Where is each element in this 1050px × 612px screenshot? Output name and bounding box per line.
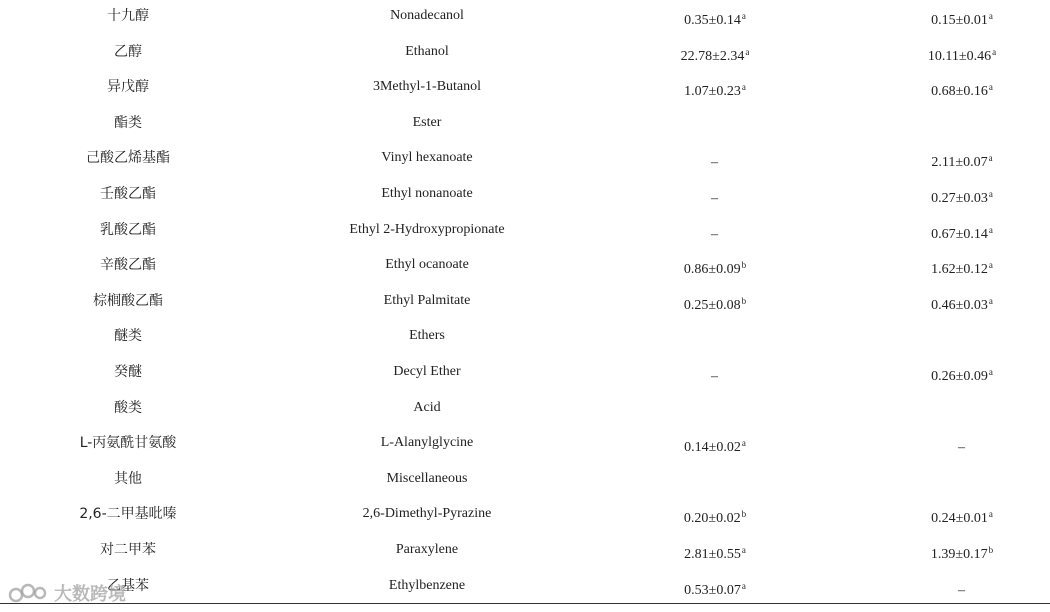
value-cell-1 <box>615 250 815 280</box>
value-cell-1-significance: a <box>741 11 746 21</box>
chinese-name-cell <box>28 464 228 494</box>
table-row <box>0 1 1050 31</box>
value-cell-1-significance: a <box>741 580 746 591</box>
table-row <box>0 571 1050 601</box>
chinese-name-cell-text: 对二甲苯 <box>100 542 156 558</box>
value-cell-1-text: – <box>711 191 718 206</box>
english-name-cell-text: Miscellaneous <box>386 470 468 486</box>
value-cell-1-text: 0.25±0.08 <box>683 297 741 313</box>
chinese-name-cell-text: L-丙氨酰甘氨酸 <box>79 435 177 452</box>
value-cell-2 <box>862 321 1050 351</box>
english-name-cell <box>277 108 577 138</box>
english-name-cell-text: Vinyl hexanoate <box>381 150 473 166</box>
value-cell-2-significance: a <box>988 11 993 21</box>
table-row <box>0 464 1050 494</box>
chinese-name-cell-text: 己酸乙烯基酯 <box>86 150 170 167</box>
value-cell-1-text: 0.86±0.09 <box>683 262 741 278</box>
chinese-name-cell <box>28 321 228 351</box>
english-name-cell-text: Paraxylene <box>395 542 459 557</box>
table-row <box>0 37 1050 67</box>
chinese-name-cell-text: 酸类 <box>114 399 142 416</box>
chinese-name-cell-text: 异戊醇 <box>107 79 149 96</box>
table-row <box>0 535 1050 565</box>
english-name-cell <box>277 179 577 209</box>
english-name-cell <box>277 286 577 316</box>
value-cell-2 <box>862 179 1050 209</box>
value-cell-1-text: 22.78±2.34 <box>680 48 745 64</box>
chinese-name-cell <box>28 108 228 138</box>
value-cell-2-text: 0.24±0.01 <box>931 511 988 527</box>
table-row <box>0 108 1050 138</box>
value-cell-1-text: 0.53±0.07 <box>684 582 741 598</box>
table-row <box>0 357 1050 387</box>
english-name-cell-text: Ethers <box>409 328 445 344</box>
chinese-name-cell-text: 酯类 <box>114 114 142 131</box>
value-cell-1-text: 2.81±0.55 <box>684 547 741 562</box>
english-name-cell <box>277 250 577 280</box>
table-row <box>0 428 1050 458</box>
value-cell-1 <box>615 1 815 31</box>
english-name-cell-text: Ethanol <box>405 43 449 59</box>
chinese-name-cell-text: 癸醚 <box>114 364 142 380</box>
value-cell-2 <box>862 428 1050 458</box>
value-cell-2 <box>862 464 1050 494</box>
value-cell-2-text: 0.67±0.14 <box>931 226 988 242</box>
chinese-name-cell-text: 棕榈酸乙酯 <box>93 292 163 309</box>
chinese-name-cell <box>28 37 228 67</box>
english-name-cell-text: Nonadecanol <box>390 8 464 23</box>
chinese-name-cell <box>28 286 228 316</box>
chinese-name-cell-text: 醚类 <box>114 328 142 345</box>
value-cell-2 <box>862 143 1050 173</box>
chinese-name-cell <box>28 393 228 423</box>
value-cell-1 <box>615 72 815 102</box>
value-cell-1 <box>615 215 815 245</box>
value-cell-1 <box>615 108 815 138</box>
watermark-text: 大数跨境 <box>54 584 126 605</box>
chinese-name-cell <box>28 179 228 209</box>
value-cell-2 <box>862 215 1050 245</box>
value-cell-1-text: 0.35±0.14 <box>684 13 741 28</box>
value-cell-1 <box>615 535 815 565</box>
value-cell-1 <box>615 143 815 173</box>
chinese-name-cell <box>28 535 228 565</box>
english-name-cell-text: Ethyl 2-Hydroxypropionate <box>349 221 505 237</box>
chinese-name-cell <box>28 499 228 529</box>
value-cell-2-text: 0.15±0.01 <box>931 13 988 28</box>
chinese-name-cell <box>28 571 228 601</box>
value-cell-1 <box>615 286 815 316</box>
value-cell-2-significance: a <box>988 189 993 199</box>
value-cell-1 <box>615 179 815 209</box>
english-name-cell-text: 2,6-Dimethyl-Pyrazine <box>362 506 492 522</box>
table-bottom-rule <box>0 603 1050 604</box>
value-cell-1-text: – <box>711 155 718 171</box>
value-cell-2 <box>862 286 1050 316</box>
chinese-name-cell-text: 十九醇 <box>107 8 149 24</box>
english-name-cell <box>277 357 577 387</box>
table-row <box>0 250 1050 280</box>
chinese-name-cell <box>28 215 228 245</box>
english-name-cell-text: Decyl Ether <box>393 364 461 379</box>
chinese-name-cell-text: 2,6-二甲基吡嗪 <box>79 506 177 523</box>
value-cell-2 <box>862 499 1050 529</box>
value-cell-2 <box>862 72 1050 102</box>
chinese-name-cell-text: 乳酸乙酯 <box>100 221 156 238</box>
value-cell-1-text: – <box>711 369 718 384</box>
value-cell-2-text: – <box>958 582 965 598</box>
value-cell-2-text: 0.46±0.03 <box>931 297 988 313</box>
value-cell-2 <box>862 357 1050 387</box>
value-cell-2 <box>862 1 1050 31</box>
value-cell-2-text: 1.62±0.12 <box>931 262 988 278</box>
chinese-name-cell <box>28 143 228 173</box>
chinese-name-cell <box>28 72 228 102</box>
value-cell-2-significance: b <box>988 545 994 555</box>
value-cell-2-significance: a <box>988 509 993 520</box>
value-cell-2-significance: a <box>988 153 993 164</box>
value-cell-1 <box>615 428 815 458</box>
chinese-name-cell <box>28 250 228 280</box>
english-name-cell-text: Ethyl Palmitate <box>383 292 471 308</box>
value-cell-2-text: 0.27±0.03 <box>931 191 988 206</box>
english-name-cell <box>277 321 577 351</box>
english-name-cell <box>277 499 577 529</box>
value-cell-1-text: – <box>711 226 718 242</box>
value-cell-2-text: 2.11±0.07 <box>931 155 988 171</box>
value-cell-1-significance: b <box>741 509 747 520</box>
value-cell-1 <box>615 571 815 601</box>
value-cell-1-significance: b <box>741 295 747 306</box>
value-cell-1-significance: a <box>745 46 750 57</box>
chinese-name-cell-text: 壬酸乙酯 <box>100 186 156 202</box>
chinese-name-cell-text: 其他 <box>114 470 142 487</box>
english-name-cell-text: L-Alanylglycine <box>380 435 474 451</box>
table-row <box>0 179 1050 209</box>
value-cell-1 <box>615 357 815 387</box>
english-name-cell <box>277 37 577 67</box>
value-cell-1-text: 0.14±0.02 <box>684 440 741 456</box>
value-cell-1-significance: a <box>741 82 746 93</box>
chinese-name-cell-text: 辛酸乙酯 <box>100 257 156 274</box>
english-name-cell <box>277 215 577 245</box>
chinese-name-cell-text: 乙基苯 <box>107 577 149 594</box>
value-cell-1 <box>615 499 815 529</box>
chinese-name-cell-text: 乙醇 <box>114 43 142 60</box>
value-cell-1 <box>615 37 815 67</box>
value-cell-2-significance: a <box>988 295 993 306</box>
value-cell-1 <box>615 321 815 351</box>
table-row <box>0 321 1050 351</box>
value-cell-2-text: 10.11±0.46 <box>927 48 992 64</box>
value-cell-2-significance: a <box>988 367 993 377</box>
english-name-cell-text: Ester <box>412 114 442 130</box>
value-cell-1-significance: a <box>741 545 746 555</box>
english-name-cell-text: Ethyl nonanoate <box>381 186 473 201</box>
value-cell-2-text: 1.39±0.17 <box>930 547 988 562</box>
english-name-cell-text: Acid <box>413 399 441 415</box>
value-cell-2-significance: a <box>988 260 993 271</box>
english-name-cell <box>277 428 577 458</box>
value-cell-2 <box>862 393 1050 423</box>
value-cell-2-text: 0.68±0.16 <box>931 84 988 100</box>
table-row <box>0 143 1050 173</box>
value-cell-2-significance: a <box>992 46 997 57</box>
value-cell-1-text: 0.20±0.02 <box>683 511 741 527</box>
value-cell-2 <box>862 108 1050 138</box>
english-name-cell <box>277 72 577 102</box>
chinese-name-cell <box>28 1 228 31</box>
english-name-cell <box>277 1 577 31</box>
english-name-cell <box>277 464 577 494</box>
chinese-name-cell <box>28 428 228 458</box>
table-row <box>0 286 1050 316</box>
table-row <box>0 499 1050 529</box>
chinese-name-cell <box>28 357 228 387</box>
value-cell-2-text: – <box>958 440 965 456</box>
value-cell-1 <box>615 464 815 494</box>
value-cell-1-significance: a <box>741 438 746 449</box>
table-row <box>0 215 1050 245</box>
english-name-cell-text: Ethyl ocanoate <box>385 257 469 273</box>
value-cell-1-significance: b <box>741 260 747 271</box>
english-name-cell-text: Ethylbenzene <box>388 577 466 593</box>
value-cell-1-text: 1.07±0.23 <box>684 84 741 100</box>
value-cell-2 <box>862 535 1050 565</box>
table-row <box>0 72 1050 102</box>
value-cell-1 <box>615 393 815 423</box>
value-cell-2-text: 0.26±0.09 <box>931 369 988 384</box>
value-cell-2-significance: a <box>988 82 993 93</box>
english-name-cell <box>277 393 577 423</box>
value-cell-2-significance: a <box>988 224 993 235</box>
english-name-cell <box>277 571 577 601</box>
table-row <box>0 393 1050 423</box>
english-name-cell <box>277 143 577 173</box>
value-cell-2 <box>862 37 1050 67</box>
english-name-cell-text: 3Methyl-1-Butanol <box>372 79 482 95</box>
value-cell-2 <box>862 571 1050 601</box>
value-cell-2 <box>862 250 1050 280</box>
english-name-cell <box>277 535 577 565</box>
